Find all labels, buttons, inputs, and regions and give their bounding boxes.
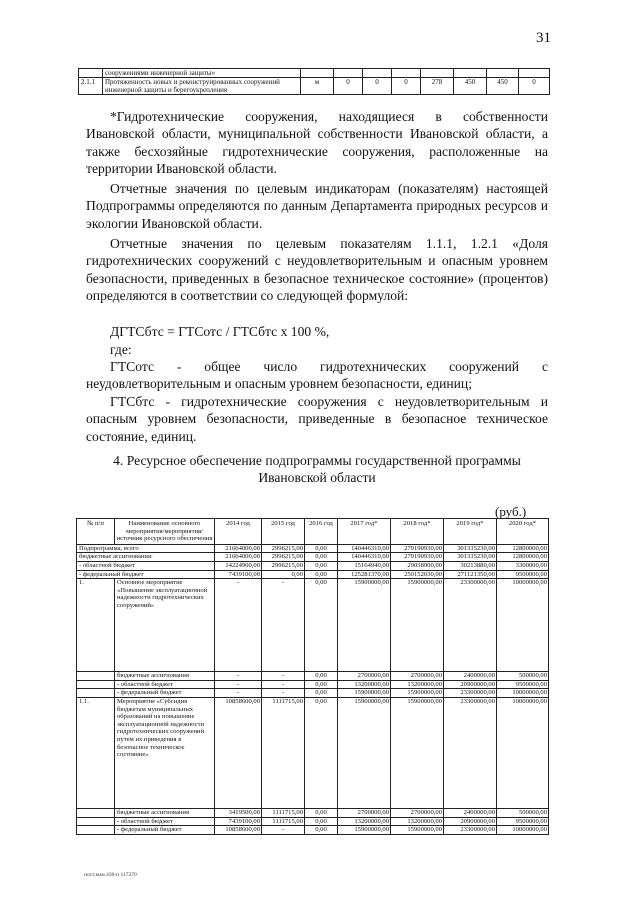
cell-value: 140446310,00	[338, 544, 391, 553]
row-label: - федеральный бюджет	[77, 570, 215, 579]
cell-value: 13200000,00	[338, 680, 391, 689]
indicator-name-continued: сооружениями инженерной защиты»	[103, 69, 301, 78]
table-row	[79, 69, 550, 78]
cell-value: 250152030,00	[391, 570, 444, 579]
column-header: 2020 год*	[497, 519, 549, 545]
cell-value: 15164940,00	[338, 561, 391, 570]
cell-value: 15900000,00	[338, 826, 391, 835]
cell-value: 125281370,00	[338, 570, 391, 579]
cell-value: 10000000,00	[497, 689, 549, 698]
footnote-paragraph: *Гидротехнические сооружения, находящиеся в собственности Ивановской области, муниципальной собственности Ивановской области, а также бесхозяйные гидротехнические сооружения, расположенные на территории Ивановской области.	[86, 109, 548, 177]
cell-value: -	[262, 680, 305, 689]
indicators-table-fragment	[78, 68, 550, 95]
cell-value: 279190930,00	[391, 544, 444, 553]
column-header: 2015 год	[262, 519, 305, 545]
cell-value: 23300000,00	[444, 697, 497, 808]
cell-value: 271121350,00	[444, 570, 497, 579]
cell-value: 15900000,00	[391, 579, 444, 672]
cell-value: 9500000,00	[497, 680, 549, 689]
cell-value: 0,00	[305, 826, 338, 835]
cell-value: -	[262, 579, 305, 672]
indicator-name: Протяженность новых и реконструированных сооружений инженерной защиты и берегоукрепления	[103, 78, 301, 95]
cell-value: 0,00	[305, 817, 338, 826]
cell-value: 23300000,00	[444, 689, 497, 698]
table-row	[77, 544, 549, 553]
indicator-value: 0	[519, 78, 550, 95]
row-label: - областной бюджет	[77, 561, 215, 570]
table-row	[77, 817, 549, 826]
row-label: - областной бюджет	[115, 817, 215, 826]
cell-value: 23300000,00	[444, 826, 497, 835]
cell-value: 15900000,00	[391, 697, 444, 808]
cell-value: 10000000,00	[497, 826, 549, 835]
cell-value: 21664000,00	[215, 553, 262, 562]
indicators-paragraph: Отчетные значения по целевым показателям 1.1.1, 1.2.1 «Доля гидротехнических сооружений с неудовлетворительным и опасным уровнем безопасности, приведенных в безопасное техническое состояние» (процентов) определяются в соответствии со следующей формулой:	[86, 236, 548, 304]
cell-value: 13200000,00	[338, 817, 391, 826]
cell-value: 0,00	[305, 544, 338, 553]
column-header: 2016 год	[305, 519, 338, 545]
column-header: 2019 год*	[444, 519, 497, 545]
cell-value: 30213880,00	[444, 561, 497, 570]
cell-value: 10858600,00	[215, 697, 262, 808]
cell-value: 0,00	[262, 570, 305, 579]
cell-value: 2996215,00	[262, 561, 305, 570]
cell-value: -	[262, 826, 305, 835]
cell-value: 7439100,00	[215, 570, 262, 579]
section-title: 4. Ресурсное обеспечение подпрограммы государственной программы Ивановской области	[113, 453, 521, 486]
row-label: бюджетные ассигнования	[115, 808, 215, 817]
cell-value: 0,00	[305, 561, 338, 570]
cell-value: 3419500,00	[215, 808, 262, 817]
cell-value: 12800000,00	[497, 553, 549, 562]
cell-value: -	[215, 680, 262, 689]
currency-label: (руб.)	[495, 504, 527, 519]
table-row	[79, 78, 550, 95]
cell-value: 1111715,00	[262, 808, 305, 817]
cell-value: 13200000,00	[391, 680, 444, 689]
cell-value: 0,00	[305, 689, 338, 698]
cell-value: 7439100,00	[215, 817, 262, 826]
cell-value: 15900000,00	[391, 826, 444, 835]
cell-value: 500000,00	[497, 672, 549, 681]
table-row	[77, 689, 549, 698]
definition-1: ГТСотс - общее число гидротехнических сооружений с неудовлетворительным и опасным уровнем безопасности, единиц;	[86, 359, 548, 392]
column-header: № п/п	[77, 519, 115, 545]
cell-value: 0,00	[305, 579, 338, 672]
cell-value: 0,00	[305, 672, 338, 681]
cell-value: 2996215,00	[262, 544, 305, 553]
indicator-value: 0	[392, 78, 421, 95]
cell-value: -	[215, 672, 262, 681]
table-row	[77, 808, 549, 817]
cell-value: -	[262, 689, 305, 698]
where-label: где:	[110, 342, 132, 357]
table-row	[77, 579, 549, 672]
reporting-paragraph: Отчетные значения по целевым индикаторам (показателям) настоящей Подпрограммы определяются по данным Департамента природных ресурсов и экологии Ивановской области.	[86, 181, 548, 231]
cell-value: 15900000,00	[391, 689, 444, 698]
page-number: 31	[536, 30, 551, 46]
indicator-unit: м	[301, 78, 334, 95]
item-name: Основное мероприятие «Повышение эксплуатационной надежности гидротехнических сооружений»	[115, 579, 215, 672]
row-label: бюджетные ассигнования:	[77, 553, 215, 562]
row-label: - федеральный бюджет	[115, 689, 215, 698]
cell-value: 0,00	[305, 570, 338, 579]
item-name: Мероприятие «Субсидия бюджетам муниципальных образований на повышение эксплуатационной надежности гидротехнических сооружений путем их приведения в безопасное техническое состояние»	[115, 697, 215, 808]
cell-value: 12800000,00	[497, 544, 549, 553]
cell-value: -	[215, 579, 262, 672]
cell-value: 0,00	[305, 808, 338, 817]
cell-value: 13200000,00	[391, 817, 444, 826]
table-row	[77, 826, 549, 835]
footer-note: пост.мзм.430-п 117270	[84, 872, 137, 878]
cell-value: 0,00	[305, 680, 338, 689]
indicator-value: 450	[454, 78, 487, 95]
cell-value: 20900000,00	[444, 680, 497, 689]
cell-value: -	[262, 672, 305, 681]
item-number: 1.	[77, 579, 115, 672]
cell-value: 3300000,00	[497, 561, 549, 570]
cell-value: 20900000,00	[444, 817, 497, 826]
cell-value: 2700000,00	[338, 808, 391, 817]
column-header: Наименование основного мероприятия/мероприятия/ источник ресурсного обеспечения	[115, 519, 215, 545]
cell-value: 29038900,00	[391, 561, 444, 570]
cell-value: 1111715,00	[262, 697, 305, 808]
indicator-number: 2.1.1	[79, 78, 103, 95]
column-header: 2018 год*	[391, 519, 444, 545]
cell-value: 1111715,00	[262, 817, 305, 826]
cell-value: 140446310,00	[338, 553, 391, 562]
cell-value: 2400000,00	[444, 808, 497, 817]
item-number: 1.1.	[77, 697, 115, 808]
table-row	[77, 680, 549, 689]
cell-value: 2700000,00	[338, 672, 391, 681]
indicator-value: 278	[421, 78, 454, 95]
cell-value: 0,00	[305, 553, 338, 562]
cell-value: 10000000,00	[497, 697, 549, 808]
cell-value: 10858600,00	[215, 826, 262, 835]
cell-value: 9500000,00	[497, 570, 549, 579]
cell-value: 2700000,00	[391, 808, 444, 817]
cell-value: 2400000,00	[444, 672, 497, 681]
cell-value: 2700000,00	[391, 672, 444, 681]
cell-value: 15900000,00	[338, 689, 391, 698]
table-header-row	[77, 519, 549, 545]
cell-value: 279190930,00	[391, 553, 444, 562]
definition-2: ГТСбтс - гидротехнические сооружения с неудовлетворительным и опасным уровнем безопасности, приведенные в безопасное техническое состояние, единиц.	[86, 394, 548, 444]
cell-value: 301335230,00	[444, 544, 497, 553]
table-row	[77, 570, 549, 579]
table-row	[77, 697, 549, 808]
column-header: 2014 год	[215, 519, 262, 545]
cell-value: 500000,00	[497, 808, 549, 817]
indicator-value: 0	[334, 78, 363, 95]
column-header: 2017 год*	[338, 519, 391, 545]
cell-value: 23300000,00	[444, 579, 497, 672]
resource-table	[76, 518, 549, 835]
indicator-value: 450	[487, 78, 519, 95]
cell-value: 301335230,00	[444, 553, 497, 562]
row-label: - федеральный бюджет	[115, 826, 215, 835]
indicator-value: 0	[363, 78, 392, 95]
table-row	[77, 561, 549, 570]
cell-value: 9500000,00	[497, 817, 549, 826]
cell-value: 0,00	[305, 697, 338, 808]
row-label: Подпрограмма, всего	[77, 544, 215, 553]
cell-value: 21664000,00	[215, 544, 262, 553]
row-label: - областной бюджет	[115, 680, 215, 689]
row-label: бюджетные ассигнования	[115, 672, 215, 681]
table-row	[77, 672, 549, 681]
cell-value: -	[215, 689, 262, 698]
cell-value: 2996215,00	[262, 553, 305, 562]
cell-value: 14224900,00	[215, 561, 262, 570]
cell-value: 15900000,00	[338, 579, 391, 672]
cell-value: 15900000,00	[338, 697, 391, 808]
formula: ДГТСбтс = ГТСотс / ГТСбтс х 100 %,	[110, 324, 330, 339]
table-row	[77, 553, 549, 562]
cell-value: 10000000,00	[497, 579, 549, 672]
